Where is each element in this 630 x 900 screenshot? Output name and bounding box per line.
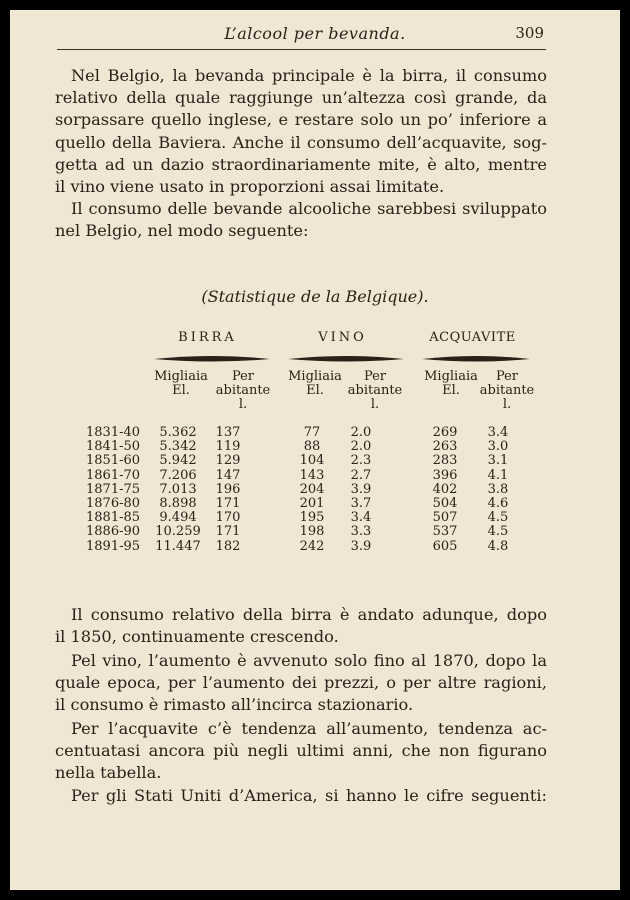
swash-rule-vino	[286, 354, 406, 364]
text-line: Nel Belgio, la bevanda principale è la birra, il consumo	[71, 66, 547, 85]
table-row	[10, 454, 620, 468]
vino-migl-cell: 195	[299, 510, 325, 526]
header-rule	[57, 49, 546, 50]
birra-ab-cell: 147	[215, 467, 241, 483]
table-row	[10, 440, 620, 454]
vino-migl-cell: 77	[303, 425, 321, 440]
subheader-birra-migliaia: Migliaia El.	[154, 369, 208, 398]
paragraph-vino	[55, 650, 547, 717]
acq-ab-cell: 4.1	[487, 467, 509, 483]
text-line: il vino viene usato in proporzioni assai limitate.	[55, 177, 445, 197]
vino-ab-cell: 2.7	[350, 467, 372, 483]
period-cell: 1881-85	[86, 510, 141, 526]
text-line: centuatasi ancora più negli ultimi anni, che non figurano	[55, 741, 547, 761]
vino-migl-cell: 88	[303, 439, 321, 455]
paragraph-acquavite	[55, 718, 547, 785]
paragraph-stati-uniti	[55, 785, 547, 807]
table-row	[10, 511, 620, 525]
text-line: Per gli Stati Uniti d’America, si hanno le cifre seguenti:	[71, 786, 547, 805]
text-line: Per l’acquavite c’è tendenza all’aumento, tendenza ac-	[71, 719, 547, 738]
text-line: relativo della quale raggiunge un’altezza così grande, da	[55, 88, 547, 108]
birra-migl-cell: 5.342	[159, 439, 197, 455]
vino-migl-cell: 104	[299, 453, 325, 469]
acq-migl-cell: 402	[432, 481, 458, 497]
vino-migl-cell: 201	[299, 495, 325, 511]
vino-migl-cell: 198	[299, 524, 325, 540]
birra-ab-cell: 119	[215, 439, 241, 455]
paragraph-consumo-intro	[55, 198, 547, 242]
birra-ab-cell: 171	[215, 524, 241, 540]
table-row	[10, 525, 620, 539]
paragraph-birra	[55, 604, 547, 648]
vino-ab-cell: 3.4	[350, 510, 372, 526]
subheader-acquavite-per-abitante: Per abitante l.	[479, 369, 535, 412]
birra-migl-cell: 7.206	[159, 467, 197, 483]
group-header-acquavite: ACQUAVITE	[429, 330, 516, 345]
acq-ab-cell: 4.8	[487, 538, 509, 554]
birra-ab-cell: 129	[215, 453, 241, 469]
birra-migl-cell: 10.259	[155, 524, 201, 540]
swash-rule-birra	[152, 354, 272, 364]
period-cell: 1861-70	[86, 467, 141, 483]
paragraph-belgio-intro	[55, 65, 547, 198]
birra-ab-cell: 196	[215, 481, 241, 497]
text-line: Il consumo delle bevande alcooliche sarebbesi sviluppato	[71, 199, 547, 218]
text-line: nella tabella.	[55, 763, 162, 783]
birra-migl-cell: 11.447	[155, 538, 201, 554]
acq-ab-cell: 3.1	[487, 453, 509, 469]
period-cell: 1886-90	[86, 524, 141, 540]
acq-migl-cell: 396	[432, 467, 458, 483]
acq-migl-cell: 605	[432, 538, 458, 554]
running-title: L’alcool per bevanda.	[224, 24, 406, 43]
subheader-vino-migliaia: Migliaia El.	[288, 369, 342, 398]
page-number: 309	[515, 24, 544, 42]
acq-ab-cell: 3.4	[487, 425, 509, 440]
period-cell: 1891-95	[86, 538, 141, 554]
vino-ab-cell: 2.0	[350, 425, 372, 440]
subheader-acquavite-migliaia: Migliaia El.	[424, 369, 478, 398]
birra-migl-cell: 7.013	[159, 481, 197, 497]
birra-ab-cell: 171	[215, 495, 241, 511]
vino-ab-cell: 2.0	[350, 439, 372, 455]
subheader-vino-per-abitante: Per abitante l.	[347, 369, 403, 412]
group-header-birra: BIRRA	[178, 330, 237, 345]
birra-ab-cell: 182	[215, 538, 241, 554]
acq-migl-cell: 269	[432, 425, 458, 440]
text-line: Pel vino, l’aumento è avvenuto solo fino al 1870, dopo la	[71, 651, 547, 670]
vino-migl-cell: 242	[299, 538, 325, 554]
text-line: nel Belgio, nel modo seguente:	[55, 221, 309, 241]
acq-ab-cell: 3.8	[487, 481, 509, 497]
vino-ab-cell: 3.9	[350, 481, 372, 497]
vino-migl-cell: 143	[299, 467, 325, 483]
text-line: Il consumo relativo della birra è andato adunque, dopo	[71, 605, 547, 624]
period-cell: 1871-75	[86, 481, 141, 497]
birra-migl-cell: 9.494	[159, 510, 197, 526]
acq-migl-cell: 263	[432, 439, 458, 455]
subheader-birra-per-abitante: Per abitante l.	[215, 369, 271, 412]
vino-ab-cell: 3.7	[350, 495, 372, 511]
vino-ab-cell: 3.3	[350, 524, 372, 540]
period-cell: 1831-40	[86, 425, 141, 440]
table-row	[10, 540, 620, 554]
period-cell: 1851-60	[86, 453, 141, 469]
text-line: quale epoca, per l’aumento dei prezzi, o per altre ragioni,	[55, 673, 547, 693]
group-header-vino: VINO	[318, 330, 367, 345]
text-line: quello della Baviera. Anche il consumo dell’acquavite, sog-	[55, 132, 547, 152]
acq-ab-cell: 3.0	[487, 439, 509, 455]
vino-ab-cell: 3.9	[350, 538, 372, 554]
table-row	[10, 469, 620, 483]
acq-ab-cell: 4.6	[487, 495, 509, 511]
table-caption: (Statistique de la Belgique).	[201, 287, 429, 306]
acq-migl-cell: 283	[432, 453, 458, 469]
acq-migl-cell: 537	[432, 524, 458, 540]
period-cell: 1876-80	[86, 495, 141, 511]
table-row	[10, 426, 620, 440]
acq-migl-cell: 507	[432, 510, 458, 526]
table-row	[10, 483, 620, 497]
period-cell: 1841-50	[86, 439, 141, 455]
acq-migl-cell: 504	[432, 495, 458, 511]
birra-ab-cell: 170	[215, 510, 241, 526]
text-line: il consumo è rimasto all’incirca stazionario.	[55, 695, 414, 715]
birra-migl-cell: 8.898	[159, 495, 197, 511]
table-row	[10, 497, 620, 511]
birra-migl-cell: 5.362	[159, 425, 197, 440]
acq-ab-cell: 4.5	[487, 524, 509, 540]
consumption-table	[10, 426, 620, 554]
text-line: sorpassare quello inglese, e restare solo un po’ inferiore a	[55, 110, 547, 130]
book-page	[10, 10, 620, 890]
text-line: getta ad un dazio straordinariamente mite, è alto, mentre	[55, 154, 547, 174]
vino-migl-cell: 204	[299, 481, 325, 497]
swash-rule-acquavite	[420, 354, 532, 364]
vino-ab-cell: 2.3	[350, 453, 372, 469]
acq-ab-cell: 4.5	[487, 510, 509, 526]
birra-ab-cell: 137	[215, 425, 241, 440]
text-line: il 1850, continuamente crescendo.	[55, 627, 339, 647]
birra-migl-cell: 5.942	[159, 453, 197, 469]
